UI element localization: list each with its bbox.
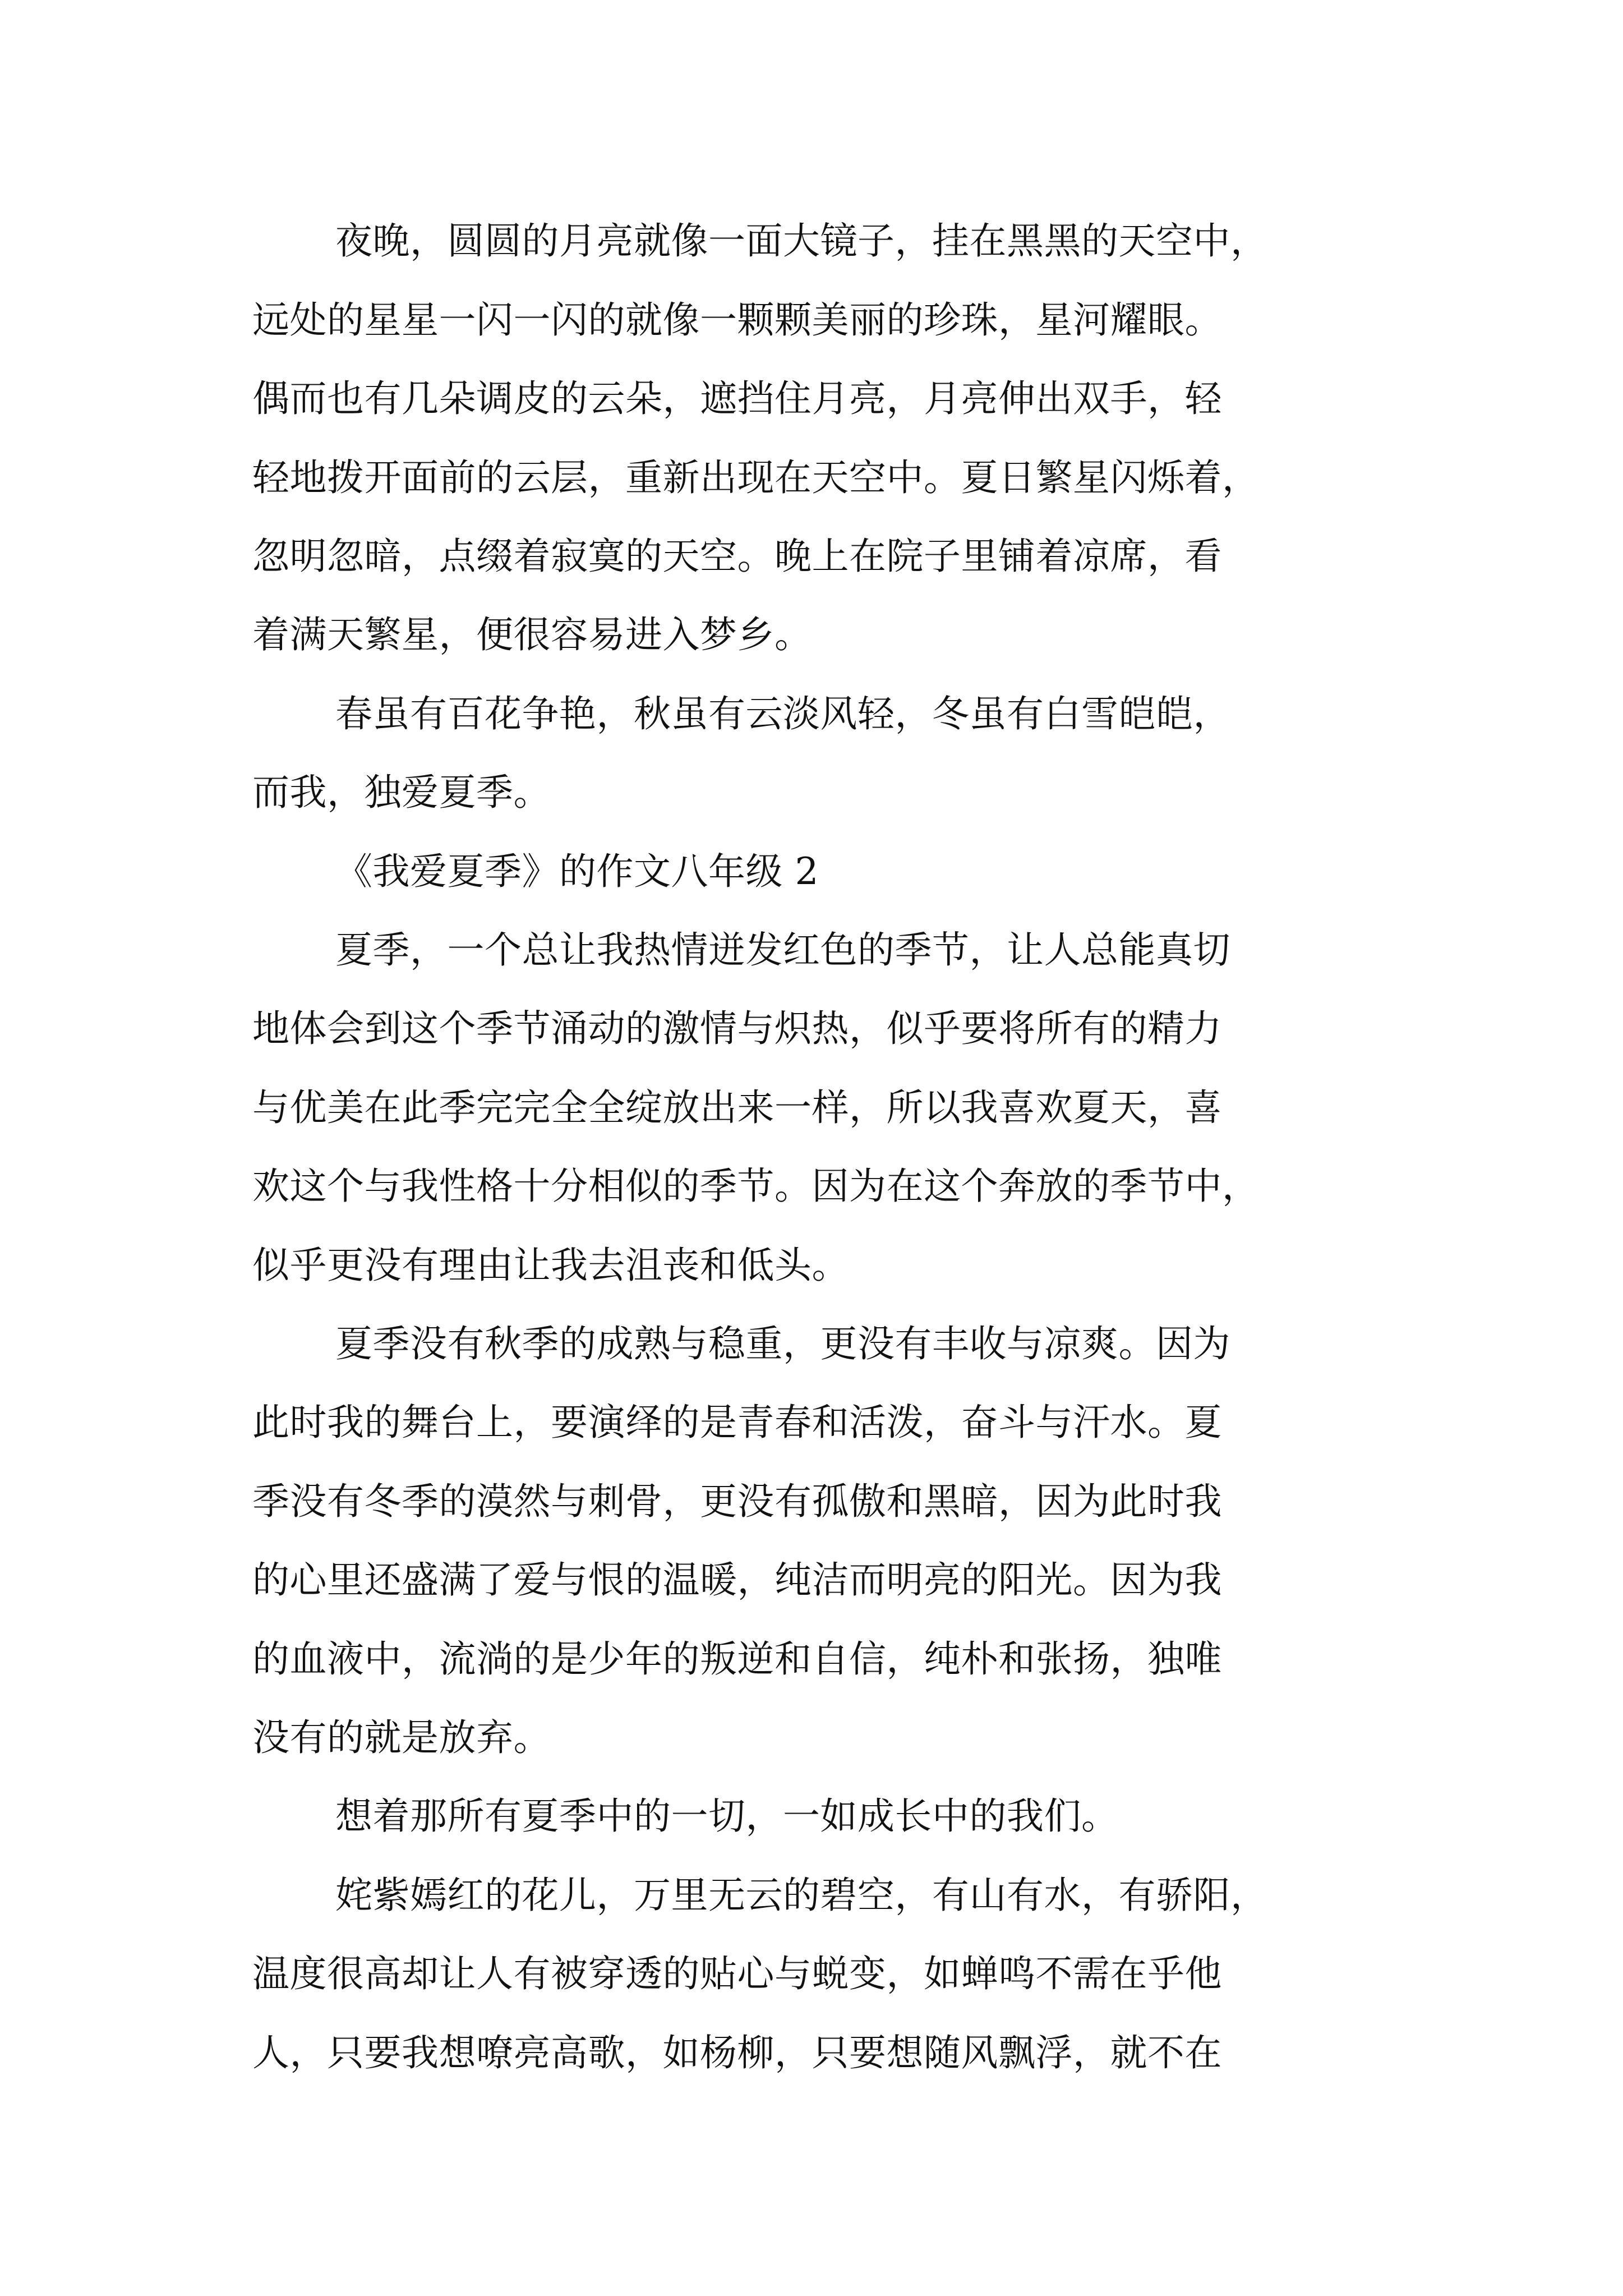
paragraph-1-line-5: 忽明忽暗，点缀着寂寞的天空。晚上在院子里铺着凉席，看: [252, 535, 1222, 578]
paragraph-3-line-5: 似乎更没有理由让我去沮丧和低头。: [252, 1244, 849, 1287]
paragraph-6-line-2: 温度很高却让人有被穿透的贴心与蜕变，如蝉鸣不需在乎他: [252, 1952, 1222, 1995]
paragraph-1-line-1: 夜晚，圆圆的月亮就像一面大镜子，挂在黑黑的天空中，: [335, 219, 1268, 263]
paragraph-3-line-1: 夏季，一个总让我热情迸发红色的季节，让人总能真切: [335, 928, 1230, 972]
paragraph-4-line-6: 没有的就是放弃。: [252, 1716, 551, 1759]
paragraph-5-line-1: 想着那所有夏季中的一切，一如成长中的我们。: [335, 1795, 1119, 1838]
paragraph-3-line-4: 欢这个与我性格十分相似的季节。因为在这个奔放的季节中，: [252, 1165, 1260, 1208]
paragraph-2-line-1: 春虽有百花争艳，秋虽有云淡风轻，冬虽有白雪皑皑，: [335, 692, 1230, 735]
paragraph-6-line-3: 人，只要我想嘹亮高歌，如杨柳，只要想随风飘浮，就不在: [252, 2031, 1222, 2074]
paragraph-3-line-2: 地体会到这个季节涌动的激情与炽热，似乎要将所有的精力: [252, 1007, 1222, 1050]
paragraph-1-line-3: 偶而也有几朵调皮的云朵，遮挡住月亮，月亮伸出双手，轻: [252, 377, 1222, 420]
paragraph-1-line-2: 远处的星星一闪一闪的就像一颗颗美丽的珍珠，星河耀眼。: [252, 298, 1222, 342]
paragraph-6-line-1: 姹紫嫣红的花儿，万里无云的碧空，有山有水，有骄阳，: [335, 1874, 1268, 1917]
paragraph-4-line-1: 夏季没有秋季的成熟与稳重，更没有丰收与凉爽。因为: [335, 1322, 1230, 1365]
essay-title: 《我爱夏季》的作文八年级 2: [335, 850, 819, 893]
paragraph-4-line-5: 的血液中，流淌的是少年的叛逆和自信，纯朴和张扬，独唯: [252, 1637, 1222, 1681]
paragraph-4-line-4: 的心里还盛满了爱与恨的温暖，纯洁而明亮的阳光。因为我: [252, 1558, 1222, 1602]
paragraph-1-line-4: 轻地拨开面前的云层，重新出现在天空中。夏日繁星闪烁着，: [252, 456, 1260, 499]
paragraph-4-line-2: 此时我的舞台上，要演绎的是青春和活泼，奋斗与汗水。夏: [252, 1401, 1222, 1444]
paragraph-3-line-3: 与优美在此季完完全全绽放出来一样，所以我喜欢夏天，喜: [252, 1086, 1222, 1129]
paragraph-4-line-3: 季没有冬季的漠然与刺骨，更没有孤傲和黑暗，因为此时我: [252, 1480, 1222, 1523]
paragraph-1-line-6: 着满天繁星，便很容易进入梦乡。: [252, 613, 812, 656]
paragraph-2-line-2: 而我，独爱夏季。: [252, 771, 551, 814]
